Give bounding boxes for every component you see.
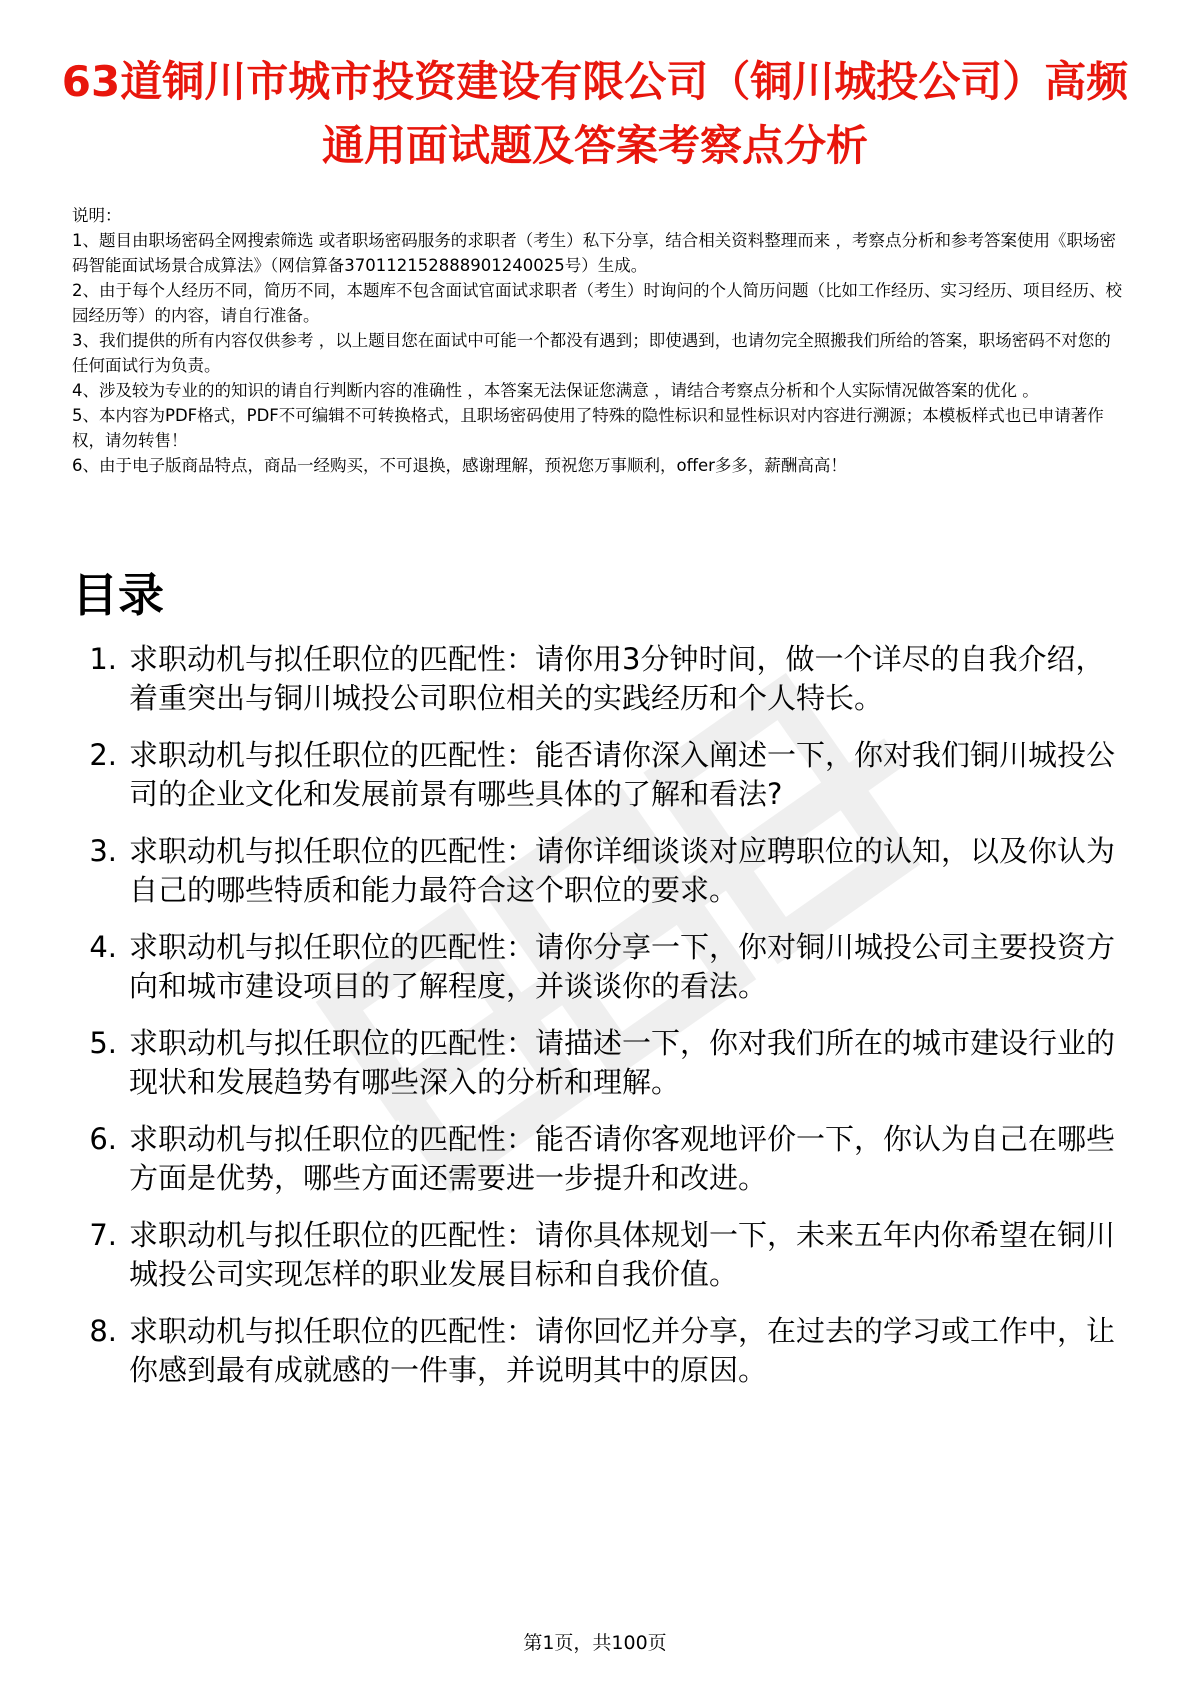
toc-item-number: 1. [89,642,117,676]
page-footer: 第1页，共100页 [523,1632,667,1654]
toc-item[interactable] [72,928,1122,1006]
toc-item-text: 求职动机与拟任职位的匹配性：请描述一下，你对我们所在的城市建设行业的现状和发展趋势有哪些深入的分析和理解。 [129,1026,1116,1099]
toc-item-number: 8. [89,1314,117,1348]
toc-item-text: 求职动机与拟任职位的匹配性：请你用3分钟时间，做一个详尽的自我介绍，着重突出与铜川城投公司职位相关的实践经历和个人特长。 [129,642,1105,715]
toc-item-text: 求职动机与拟任职位的匹配性：能否请你客观地评价一下，你认为自己在哪些方面是优势，哪些方面还需要进一步提升和改进。 [129,1122,1116,1195]
notes-heading: 说明： [72,206,122,225]
toc-item-number: 2. [89,738,117,772]
note-item: 5、本内容为PDF格式，PDF不可编辑不可转换格式，且职场密码使用了特殊的隐性标识和显性标识对内容进行溯源；本模板样式也已申请著作权，请勿转售！ [72,406,1104,450]
note-item: 2、由于每个人经历不同，简历不同，本题库不包含面试官面试求职者（考生）时询问的个人简历问题（比如工作经历、实习经历、项目经历、校园经历等）的内容，请自行准备。 [72,281,1122,325]
toc-item[interactable] [72,1312,1122,1390]
toc-item-text: 求职动机与拟任职位的匹配性：请你回忆并分享，在过去的学习或工作中，让你感到最有成就感的一件事，并说明其中的原因。 [129,1314,1116,1387]
toc-item-number: 5. [89,1026,117,1060]
toc-item-text: 求职动机与拟任职位的匹配性：请你分享一下，你对铜川城投公司主要投资方向和城市建设项目的了解程度，并谈谈你的看法。 [129,930,1116,1003]
toc-item-number: 3. [89,834,117,868]
toc-item[interactable] [72,736,1122,814]
note-item: 6、由于电子版商品特点，商品一经购买，不可退换，感谢理解，预祝您万事顺利，offer多多，薪酬高高！ [72,456,847,475]
toc-item[interactable] [72,832,1122,910]
toc-item-text: 求职动机与拟任职位的匹配性：请你具体规划一下，未来五年内你希望在铜川城投公司实现怎样的职业发展目标和自我价值。 [129,1218,1116,1291]
toc-item[interactable] [72,1024,1122,1102]
toc-item[interactable] [72,1216,1122,1294]
note-item: 1、题目由职场密码全网搜索筛选 或者职场密码服务的求职者（考生）私下分享，结合相关资料整理而来 ，考察点分析和参考答案使用《职场密码智能面试场景合成算法》（网信算备370112152888901240025号）生成。 [72,231,1116,275]
note-item: 4、涉及较为专业的的知识的请自行判断内容的准确性 ，本答案无法保证您满意 ，请结合考察点分析和个人实际情况做答案的优化 。 [72,381,1039,400]
toc-list [72,640,1122,1408]
note-item: 3、我们提供的所有内容仅供参考 ，以上题目您在面试中可能一个都没有遇到；即使遇到，也请勿完全照搬我们所给的答案，职场密码不对您的任何面试行为负责。 [72,331,1111,375]
toc-item-number: 4. [89,930,117,964]
toc-item[interactable] [72,640,1122,718]
toc-item-text: 求职动机与拟任职位的匹配性：请你详细谈谈对应聘职位的认知，以及你认为自己的哪些特质和能力最符合这个职位的要求。 [129,834,1116,907]
notes-section [72,203,1122,478]
toc-item-number: 6. [89,1122,117,1156]
toc-heading: 目录 [72,568,164,622]
document-title: 63道铜川市城市投资建设有限公司（铜川城投公司）高频通用面试题及答案考察点分析 [61,57,1129,170]
toc-item[interactable] [72,1120,1122,1198]
toc-item-number: 7. [89,1218,117,1252]
toc-item-text: 求职动机与拟任职位的匹配性：能否请你深入阐述一下，你对我们铜川城投公司的企业文化和发展前景有哪些具体的了解和看法? [129,738,1116,811]
